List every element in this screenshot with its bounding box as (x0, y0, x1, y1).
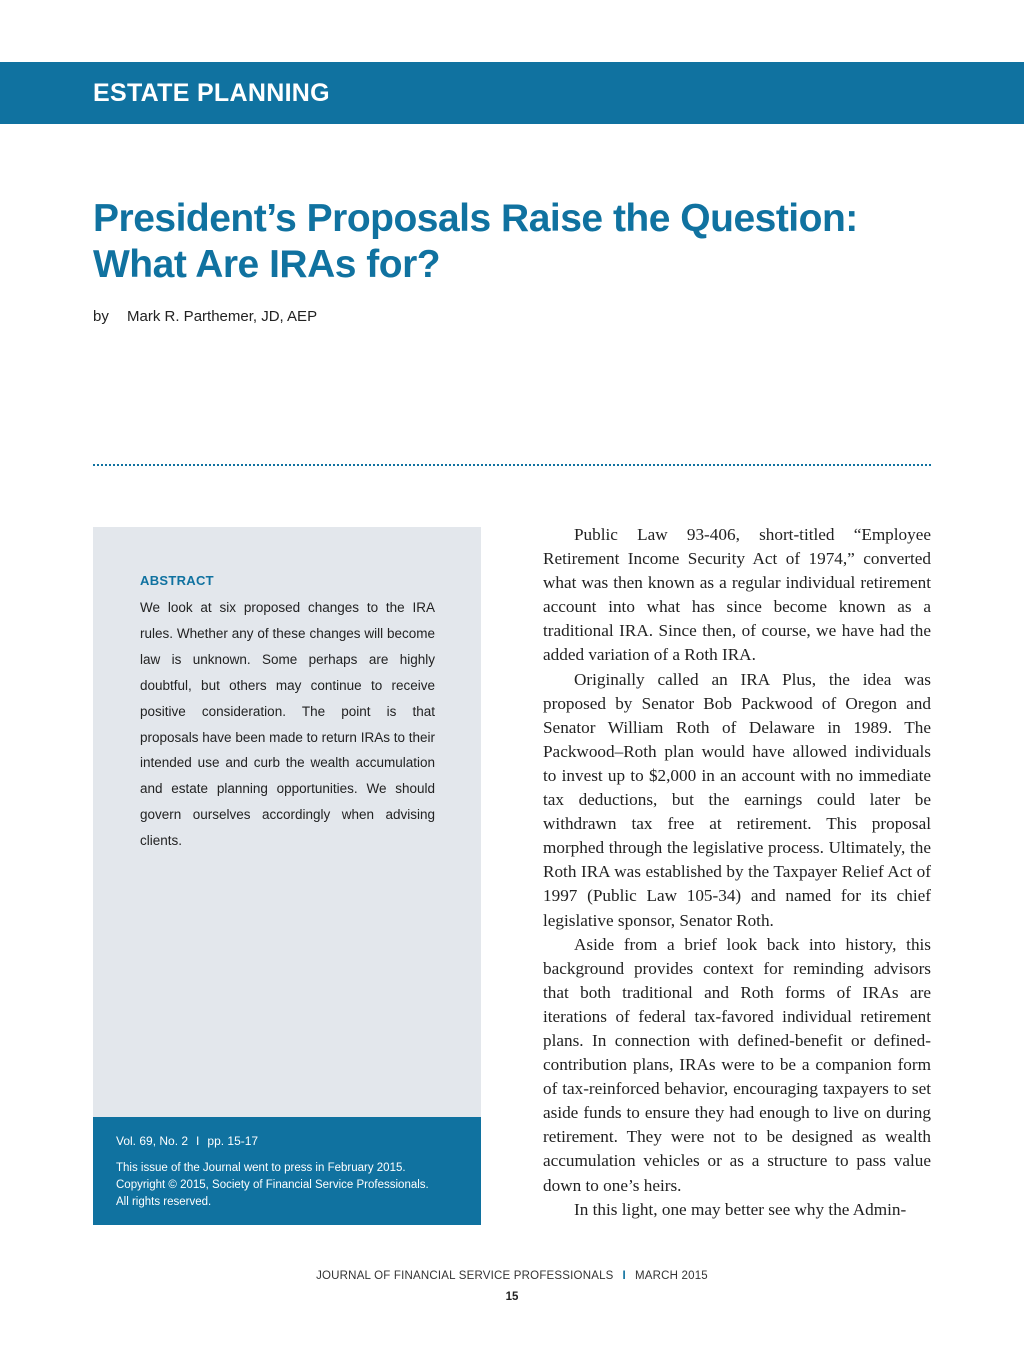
page-range: pp. 15-17 (207, 1134, 259, 1148)
body-paragraph: Aside from a brief look back into history, this background provides context for reminding advisors that both traditional and Roth forms of IRAs are iterations of federal tax-favored individual retirement plans. In connection with defined-benefit or defined-contribution plans, IRAs were to be a companion form of tax-reinforced behavior, encouraging taxpayers to set aside funds to ensure they had enough to live on during retirement. They were not to be designed as wealth accumulation vehicles or as a structure to pass value down to one’s heirs. (543, 934, 931, 1195)
press-line: This issue of the Journal went to press in February 2015. (116, 1162, 406, 1174)
article-title (93, 196, 953, 288)
page-footer (0, 1270, 1024, 1282)
volume-number: Vol. 69, No. 2 (116, 1134, 189, 1148)
article-title-line-1: President’s Proposals Raise the Question: (93, 197, 858, 240)
abstract-text: We look at six proposed changes to the IRA rules. Whether any of these changes will become law is unknown. Some perhaps are highly doubtful, but others may continue to receive positive consideration. The point is that proposals have been made to return IRAs to their intended use and curb the wealth accumulation and estate planning opportunities. We should govern ourselves accordingly when advising clients. (140, 600, 435, 849)
footer-separator: I (622, 1270, 626, 1282)
journal-name: JOURNAL OF FINANCIAL SERVICE PROFESSIONALS (316, 1270, 614, 1282)
volume-line (116, 1134, 258, 1148)
byline (93, 308, 317, 325)
section-label: ESTATE PLANNING (93, 79, 330, 107)
body-paragraph: Originally called an IRA Plus, the idea was proposed by Senator Bob Packwood of Oregon and Senator William Roth of Delaware in 1989. The Packwood–Roth plan would have allowed individuals to invest up to $2,000 in an account with no immediate tax deductions, but the earnings could later be withdrawn tax free at retirement. This proposal morphed through the legislative process. Ultimately, the Roth IRA was established by the Taxpayer Relief Act of 1997 (Public Law 105-34) and named for its chief legislative sponsor, Senator Roth. (543, 669, 931, 930)
page-number: 15 (505, 1291, 519, 1303)
article-title-line-2: What Are IRAs for? (93, 243, 441, 286)
rights-line: All rights reserved. (116, 1196, 212, 1208)
issue-date: MARCH 2015 (634, 1270, 708, 1282)
abstract-heading: ABSTRACT (140, 573, 214, 588)
volume-separator: I (196, 1134, 200, 1148)
section-header-bar (0, 62, 1024, 124)
body-paragraph: In this light, one may better see why the Admin- (574, 1199, 907, 1219)
byline-prefix: by (93, 308, 109, 325)
author-name: Mark R. Parthemer, JD, AEP (127, 308, 318, 325)
abstract-box (93, 527, 481, 1117)
copyright-notice (116, 1160, 476, 1211)
article-body (543, 523, 931, 1222)
copyright-line: Copyright © 2015, Society of Financial Service Professionals. (116, 1179, 429, 1191)
body-paragraph: Public Law 93-406, short-titled “Employee Retirement Income Security Act of 1974,” converted what was then known as a regular individual retirement account into what has since become known as a traditional IRA. Since then, of course, we have had the added variation of a Roth IRA. (543, 525, 931, 665)
section-divider (93, 464, 931, 466)
publication-info-box (93, 1117, 481, 1225)
